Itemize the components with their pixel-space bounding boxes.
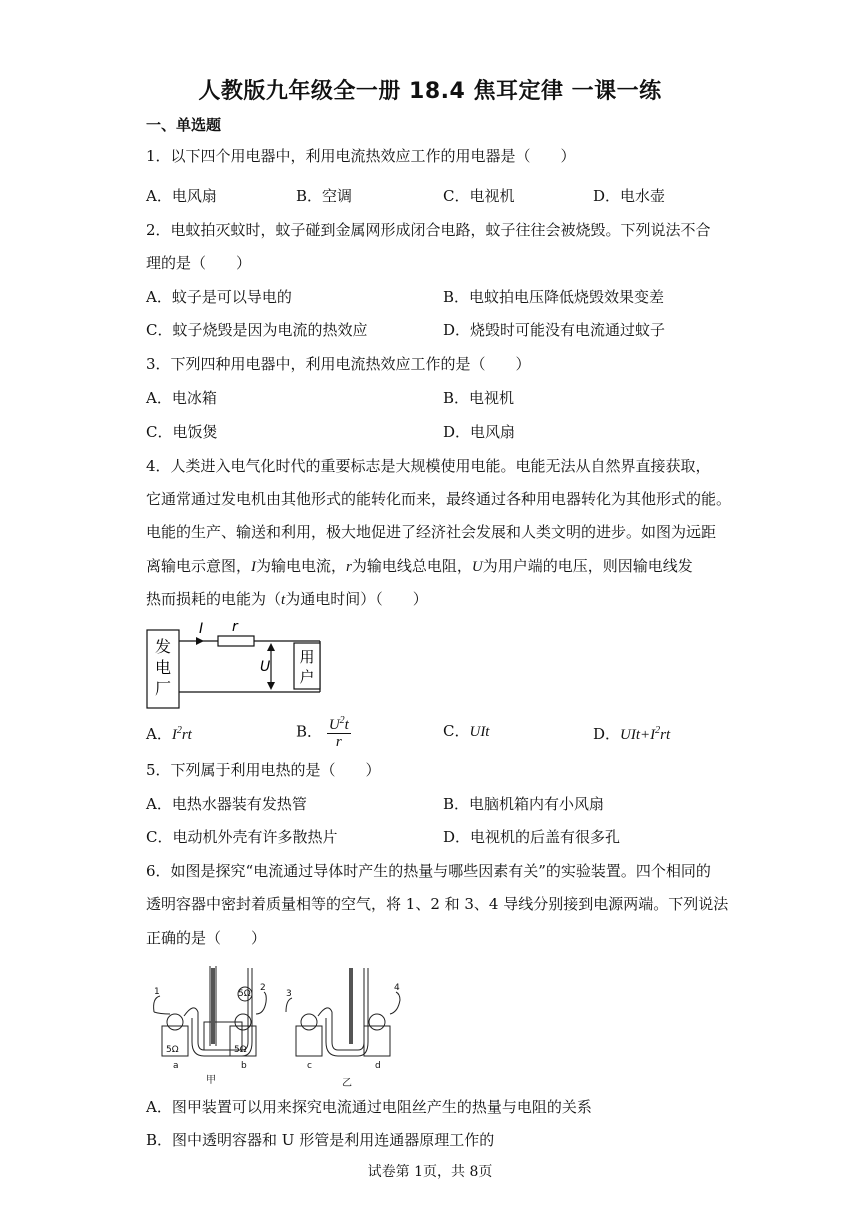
q2-stem-line2: 理的是（ ）	[146, 254, 252, 272]
option-label: B．	[296, 722, 323, 741]
formula-sup: 2	[655, 725, 661, 736]
formula: UIt	[469, 724, 490, 740]
q1-option-b: B．空调	[296, 187, 353, 205]
power-plant-char: 电	[154, 658, 172, 677]
container-label: c	[307, 1061, 312, 1071]
page-footer: 试卷第 1页，共 8页	[367, 1164, 493, 1180]
q2-option-c: C．蚊子烧毁是因为电流的热效应	[146, 321, 368, 339]
q4-var-r: r	[346, 559, 352, 575]
wire-label: 4	[394, 983, 400, 993]
q4-option-c	[443, 721, 489, 742]
fraction-numerator	[327, 713, 351, 734]
liquid-column	[349, 968, 353, 1044]
transmission-diagram	[144, 618, 334, 710]
air-bulb	[167, 1014, 183, 1030]
q1-option-a: A．电风扇	[146, 187, 217, 205]
formula: U	[328, 717, 340, 733]
voltage-label: U	[260, 659, 271, 675]
figure-caption: 甲	[206, 1075, 216, 1086]
q5-option-d: D．电视机的后盖有很多孔	[443, 828, 621, 846]
q4-stem-line4	[146, 556, 693, 577]
q1-stem: 1．以下四个用电器中，利用电流热效应工作的用电器是（ ）	[146, 147, 576, 165]
current-arrow	[196, 637, 204, 645]
q4-stem-line1: 4．人类进入电气化时代的重要标志是大规模使用电能。电能无法从自然界直接获取，	[146, 457, 711, 475]
wire-label: 3	[286, 989, 292, 999]
q3-option-b: B．电视机	[443, 389, 515, 407]
q1-option-d: D．电水壶	[593, 187, 666, 205]
q5-stem: 5．下列属于利用电热的是（ ）	[146, 761, 381, 779]
q4-option-d	[593, 721, 670, 745]
q5-option-a: A．电热水器装有发热管	[146, 795, 307, 813]
joule-heating-apparatus	[146, 962, 418, 1090]
formula-sup: 2	[339, 715, 345, 726]
q6-stem-line2: 透明容器中密封着质量相等的空气，将 1、2 和 3、4 导线分别接到电源两端。下列说法	[146, 895, 729, 913]
fraction	[327, 713, 351, 750]
figure-caption: 乙	[342, 1078, 352, 1089]
wire-label: 2	[260, 983, 266, 993]
option-label: D．	[593, 725, 621, 743]
user-char: 户	[299, 668, 315, 686]
fraction-denominator: r	[335, 734, 342, 750]
wire-label: 1	[154, 987, 160, 997]
q3-option-d: D．电风扇	[443, 423, 516, 441]
wire	[154, 996, 160, 1012]
formula: rt	[181, 727, 192, 743]
user-char: 用	[299, 648, 315, 666]
wire	[154, 1012, 170, 1014]
q4-text: 为用户端的电压，则因输电线发	[482, 557, 693, 575]
section-heading: 一、单选题	[146, 116, 222, 134]
q4-text: 为通电时间）（ ）	[285, 590, 428, 608]
option-label: C．	[443, 722, 470, 740]
q4-text: 热而损耗的电能为（	[146, 590, 282, 608]
resistance-label: r	[232, 619, 238, 635]
liquid-column	[211, 968, 215, 1044]
q3-option-a: A．电冰箱	[146, 389, 217, 407]
q4-stem-line5	[146, 589, 428, 610]
air-bulb	[369, 1014, 385, 1030]
power-plant-char: 发	[154, 637, 172, 656]
formula: UIt+I	[620, 727, 656, 743]
wire	[286, 998, 292, 1012]
page-title: 人教版九年级全一册 18.4 焦耳定律 一课一练	[198, 79, 662, 104]
resistor-label: 5Ω	[238, 989, 251, 999]
option-label: A．	[146, 725, 172, 743]
q5-option-c: C．电动机外壳有许多散热片	[146, 828, 338, 846]
q4-text: 为输电电流，	[256, 557, 347, 575]
wire	[390, 992, 400, 1014]
formula: t	[344, 717, 349, 733]
q6-stem-line1: 6．如图是探究“电流通过导体时产生的热量与哪些因素有关”的实验装置。四个相同的	[146, 862, 711, 880]
q4-var-i: I	[251, 559, 257, 575]
resistor-label: 5Ω	[166, 1045, 179, 1055]
q4-option-b	[296, 713, 351, 750]
q4-text: 离输电示意图，	[146, 557, 252, 575]
q6-option-a: A．图甲装置可以用来探究电流通过电阻丝产生的热量与电阻的关系	[146, 1098, 592, 1116]
q4-stem-line2: 它通常通过发电机由其他形式的能转化而来，最终通过各种用电器转化为其他形式的能。	[146, 490, 732, 508]
formula: I	[171, 727, 177, 743]
u-tube	[318, 968, 368, 1056]
q4-text: 为输电线总电阻，	[351, 557, 472, 575]
container-label: a	[173, 1061, 179, 1071]
q3-option-c: C．电饭煲	[146, 423, 218, 441]
voltage-arrow-head	[267, 682, 275, 690]
q6-stem-line3: 正确的是（ ）	[146, 929, 267, 947]
q2-stem-line1: 2．电蚊拍灭蚊时，蚊子碰到金属网形成闭合电路，蚊子往往会被烧毁。下列说法不合	[146, 221, 711, 239]
air-bulb	[301, 1014, 317, 1030]
q2-option-d: D．烧毁时可能没有电流通过蚊子	[443, 321, 666, 339]
resistor-label: 5Ω	[234, 1045, 247, 1055]
line-resistor	[218, 636, 254, 646]
wire	[256, 992, 266, 1014]
current-label: I	[199, 621, 204, 637]
container-label: d	[375, 1061, 381, 1071]
power-plant-char: 厂	[154, 679, 172, 698]
formula-sup: 2	[176, 725, 182, 736]
q6-option-b: B．图中透明容器和 U 形管是利用连通器原理工作的	[146, 1131, 495, 1149]
q2-option-a: A．蚊子是可以导电的	[146, 288, 292, 306]
voltage-arrow-head	[267, 643, 275, 651]
container-label: b	[241, 1061, 247, 1071]
q3-stem: 3．下列四种用电器中，利用电流热效应工作的是（ ）	[146, 355, 531, 373]
q5-option-b: B．电脑机箱内有小风扇	[443, 795, 605, 813]
q4-var-t: t	[281, 592, 286, 608]
formula: rt	[660, 727, 671, 743]
q2-option-b: B．电蚊拍电压降低烧毁效果变差	[443, 288, 665, 306]
q1-option-c: C．电视机	[443, 187, 515, 205]
q4-option-a	[146, 721, 192, 745]
q4-stem-line3: 电能的生产、输送和利用，极大地促进了经济社会发展和人类文明的进步。如图为远距	[146, 523, 717, 541]
q4-var-u: U	[471, 559, 483, 575]
